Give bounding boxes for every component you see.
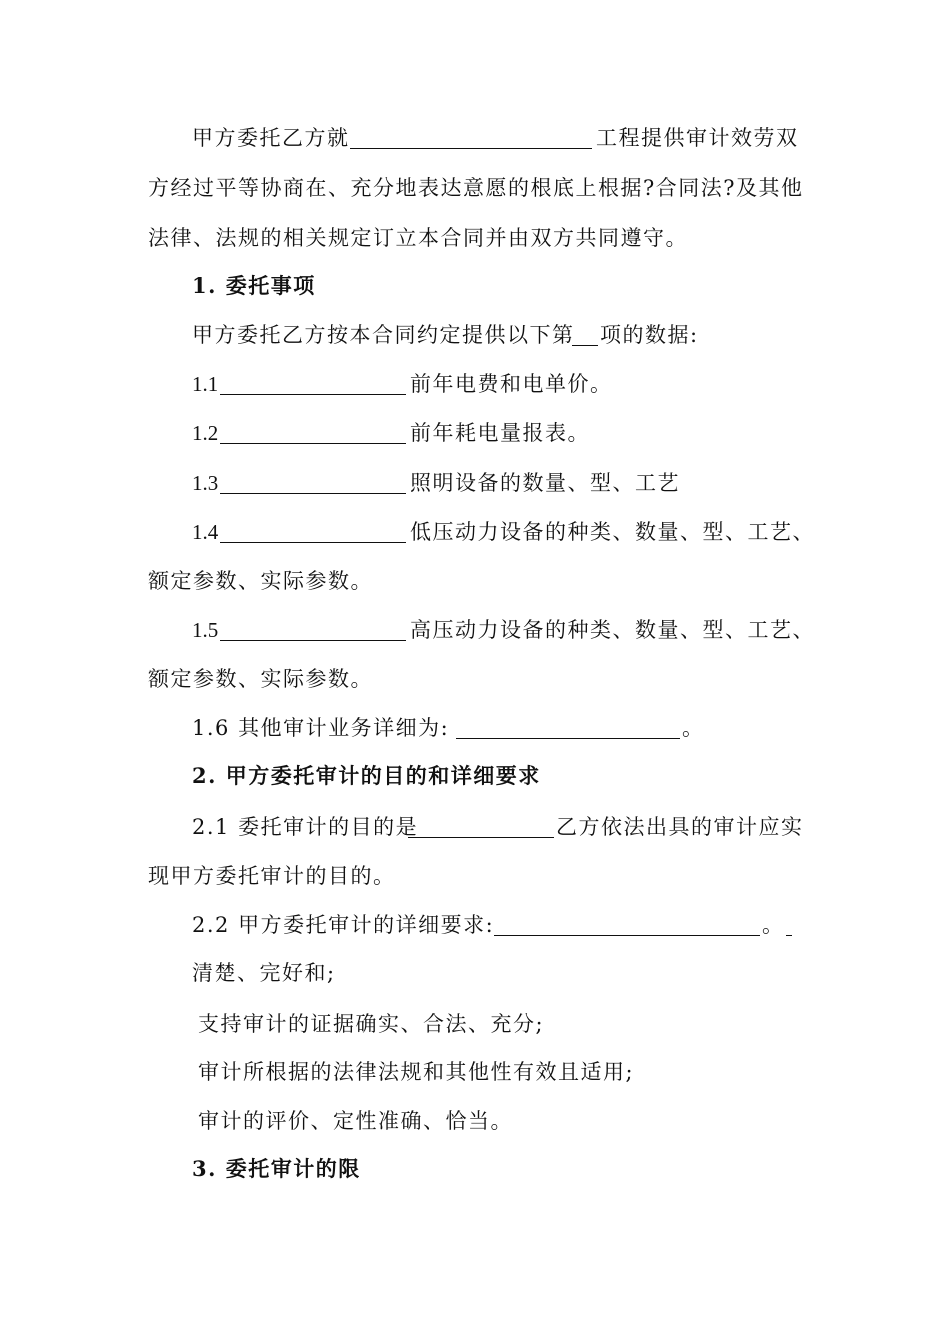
requirements-blank	[494, 913, 760, 936]
item-blank	[220, 471, 406, 494]
lead-text-a: 甲方委托乙方按本合同约定提供以下第	[192, 323, 575, 347]
item-text: 前年电费和电单价。	[410, 372, 613, 396]
lead-text-b: 项的数据:	[600, 323, 699, 347]
item-number: 1.1	[192, 372, 219, 396]
item-blank	[220, 618, 406, 641]
section-2-title: 2. 甲方委托审计的目的和详细要求	[192, 763, 541, 788]
requirement-item: 审计所根据的法律法规和其他性有效且适用;	[198, 1060, 635, 1084]
requirement-item: 审计的评价、定性准确、恰当。	[198, 1109, 513, 1133]
purpose-text-a: 2.1 委托审计的目的是	[192, 815, 419, 839]
intro-text-b: 工程提供审计效劳双	[596, 126, 799, 150]
item-text-cont: 额定参数、实际参数。	[148, 569, 373, 593]
item-number-blank	[572, 323, 598, 346]
other-text-a: 1.6 其他审计业务详细为:	[192, 716, 450, 740]
requirements-text-b: 。	[762, 913, 785, 937]
other-text-b: 。	[682, 716, 705, 740]
item-number: 1.5	[192, 618, 219, 642]
other-business-blank	[456, 716, 680, 739]
project-name-blank	[350, 126, 592, 149]
item-blank	[220, 520, 406, 543]
item-blank	[220, 372, 406, 395]
intro-text-3: 法律、法规的相关规定订立本合同并由双方共同遵守。	[148, 226, 688, 250]
requirement-item: 支持审计的证据确实、合法、充分;	[198, 1012, 545, 1036]
section-1-title: 1. 委托事项	[192, 273, 316, 298]
item-text: 前年耗电量报表。	[410, 421, 590, 445]
intro-text-a: 甲方委托乙方就	[192, 126, 350, 150]
trailing-blank	[786, 913, 792, 936]
item-number: 1.2	[192, 421, 219, 445]
item-text: 照明设备的数量、型、工艺	[410, 471, 680, 495]
item-text: 高压动力设备的种类、数量、型、工艺、	[410, 618, 815, 642]
item-blank	[220, 421, 406, 444]
requirement-item: 清楚、完好和;	[192, 961, 336, 985]
intro-text-2: 方经过平等协商在、充分地表达意愿的根底上根据?合同法?及其他	[148, 176, 804, 200]
requirements-text-a: 2.2 甲方委托审计的详细要求:	[192, 913, 495, 937]
purpose-text-b: 乙方依法出具的审计应实	[556, 815, 804, 839]
item-text: 低压动力设备的种类、数量、型、工艺、	[410, 520, 815, 544]
item-number: 1.3	[192, 471, 219, 495]
purpose-text-c: 现甲方委托审计的目的。	[148, 864, 396, 888]
purpose-blank	[408, 815, 554, 838]
item-number: 1.4	[192, 520, 219, 544]
item-text-cont: 额定参数、实际参数。	[148, 667, 373, 691]
section-3-title: 3. 委托审计的限	[192, 1156, 361, 1181]
